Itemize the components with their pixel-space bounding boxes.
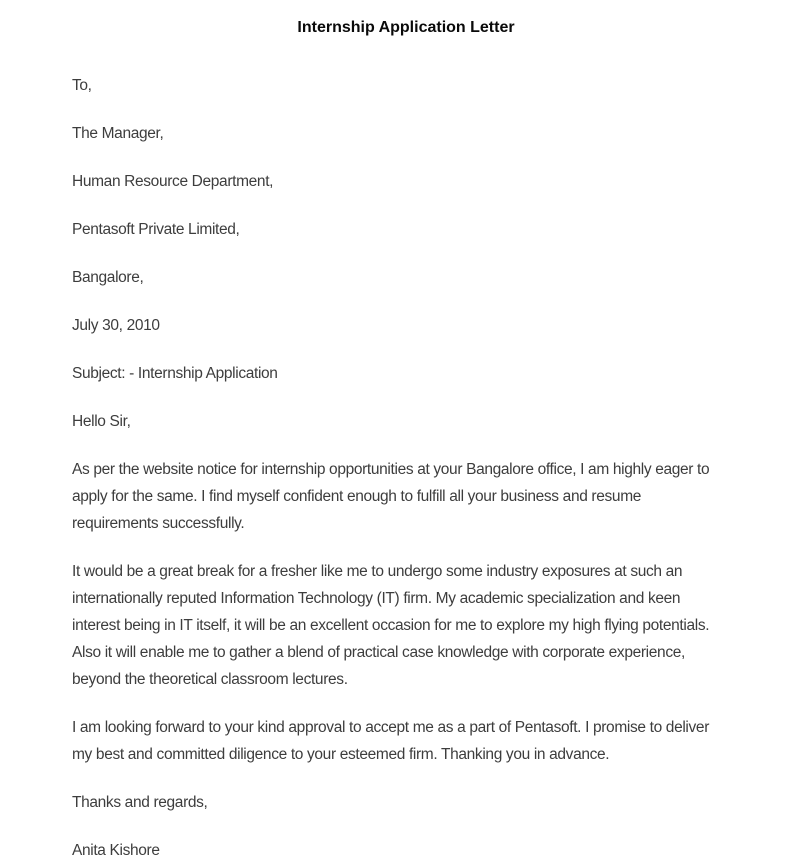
recipient-line-to: To, bbox=[72, 77, 92, 94]
closing-line: Thanks and regards, bbox=[72, 794, 208, 811]
paragraph-3-line: I am looking forward to your kind approval to accept me as a part of Pentasoft. I promise to deliver bbox=[72, 719, 710, 736]
paragraph-2-line: It would be a great break for a fresher like me to undergo some industry exposures at such an bbox=[72, 563, 683, 580]
paragraph-1-line: requirements successfully. bbox=[72, 515, 245, 532]
paragraph-3 bbox=[72, 714, 762, 768]
date-line: July 30, 2010 bbox=[72, 317, 160, 334]
paragraph-2-line: Also it will enable me to gather a blend of practical case knowledge with corporate experience, bbox=[72, 644, 685, 661]
paragraph-1-line: As per the website notice for internship opportunities at your Bangalore office, I am highly eager to bbox=[72, 461, 710, 478]
paragraph-2-line: interest being in IT itself, it will be an excellent occasion for me to explore my high flying potentials. bbox=[72, 617, 710, 634]
recipient-line-department: Human Resource Department, bbox=[72, 173, 274, 190]
paragraph-2-line: internationally reputed Information Technology (IT) firm. My academic specialization and keen bbox=[72, 590, 681, 607]
paragraph-1 bbox=[72, 456, 762, 537]
paragraph-3-line: my best and committed diligence to your esteemed firm. Thanking you in advance. bbox=[72, 746, 610, 763]
subject-line: Subject: - Internship Application bbox=[72, 365, 278, 382]
paragraph-1-line: apply for the same. I find myself confident enough to fulfill all your business and resume bbox=[72, 488, 642, 505]
paragraph-2 bbox=[72, 558, 762, 693]
signature-name: Anita Kishore bbox=[72, 842, 160, 859]
paragraph-2-line: beyond the theoretical classroom lectures. bbox=[72, 671, 348, 688]
letter-body bbox=[0, 72, 812, 864]
letter-title: Internship Application Letter bbox=[297, 19, 515, 36]
recipient-line-city: Bangalore, bbox=[72, 269, 144, 286]
salutation-line: Hello Sir, bbox=[72, 413, 131, 430]
recipient-line-manager: The Manager, bbox=[72, 125, 164, 142]
recipient-line-company: Pentasoft Private Limited, bbox=[72, 221, 240, 238]
